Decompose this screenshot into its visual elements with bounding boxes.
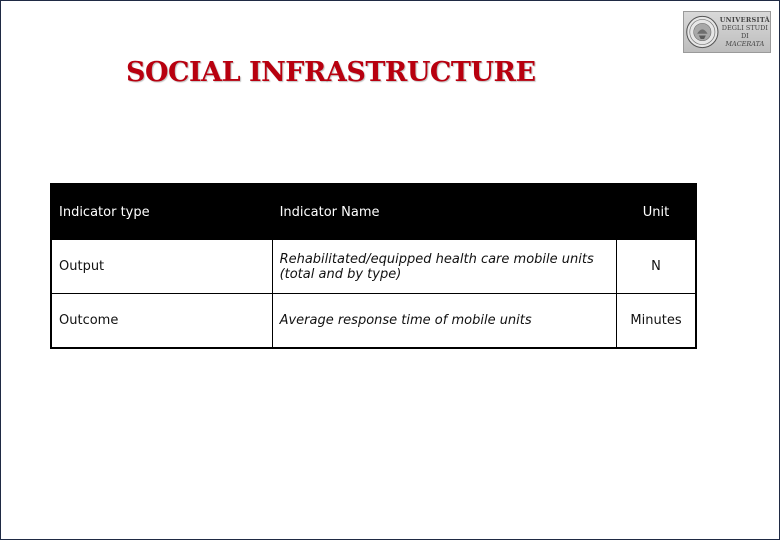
- university-seal-icon: [685, 13, 720, 51]
- logo-line-3: MACERATA: [725, 40, 765, 48]
- cell-unit: Minutes: [617, 294, 696, 349]
- table-row: [51, 240, 696, 294]
- header-indicator-type: Indicator type: [51, 184, 272, 240]
- logo-line-2: DEGLI STUDI DI: [721, 24, 768, 40]
- table-row: [51, 294, 696, 349]
- cell-indicator-name: Rehabilitated/equipped health care mobile units (total and by type): [272, 240, 616, 294]
- indicator-table: [50, 183, 697, 349]
- header-unit: Unit: [617, 184, 696, 240]
- cell-unit: N: [617, 240, 696, 294]
- logo-wordmark: [720, 16, 770, 48]
- table-header-row: [51, 184, 696, 240]
- university-logo: [683, 11, 771, 53]
- slide-title: SOCIAL INFRASTRUCTURE: [126, 57, 536, 88]
- header-indicator-name: Indicator Name: [272, 184, 616, 240]
- cell-indicator-type: Outcome: [51, 294, 272, 349]
- cell-indicator-name: Average response time of mobile units: [272, 294, 616, 349]
- cell-indicator-type: Output: [51, 240, 272, 294]
- logo-line-1: UNIVERSITÀ: [719, 16, 770, 24]
